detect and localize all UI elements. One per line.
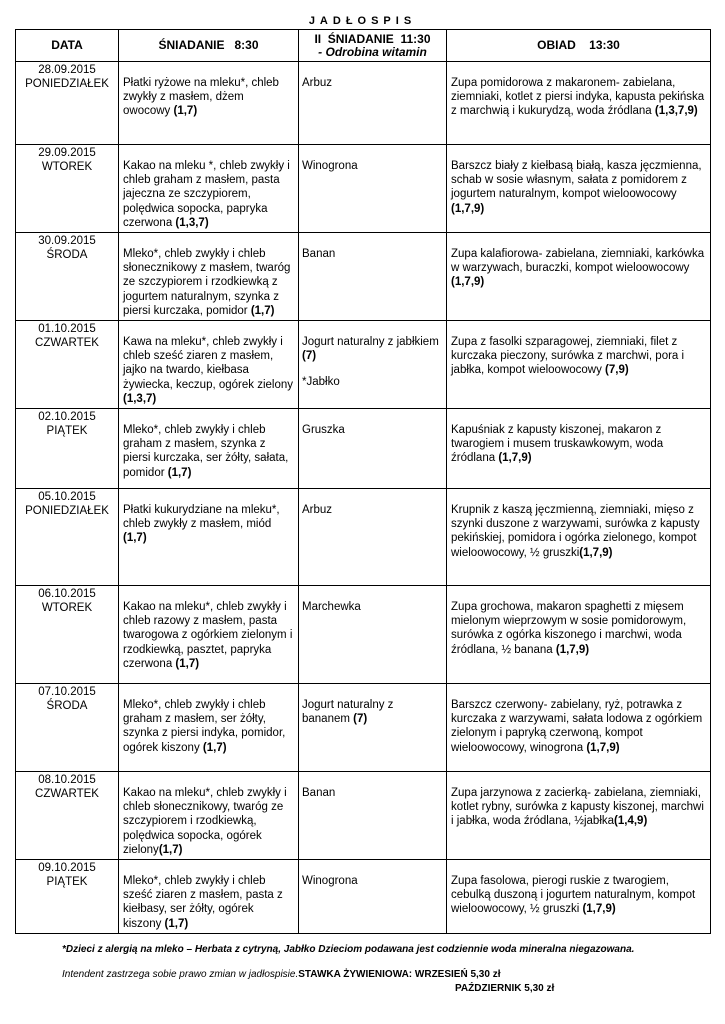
- breakfast-cell: [119, 489, 299, 586]
- snack-text: Arbuz: [302, 504, 333, 517]
- second-breakfast-cell: [299, 145, 447, 233]
- breakfast-allergens: (1,7): [164, 917, 189, 930]
- menu-row: [16, 684, 711, 772]
- breakfast-allergens: (1,7): [250, 304, 275, 317]
- date-cell: [16, 409, 119, 489]
- snack-text: Banan: [302, 787, 336, 800]
- lunch-text: Barszcz biały z kiełbasą białą, kasza jęczmienna, schab w sosie własnym, sałata z pomidorem z jogurtem naturalnym, kompot wieloowocowy: [451, 160, 702, 201]
- breakfast-text: Kakao na mleku*, chleb zwykły i chleb słonecznikowy, twaróg ze szczypiorem i rzodkiewką, polędwica sopocka, ogórek zielony: [123, 787, 287, 856]
- breakfast-text: Kakao na mleku*, chleb zwykły i chleb razowy z masłem, pasta twarogowa z ogórkiem zielonym i rzodkiewką, pasztet, papryka czerwona: [123, 601, 293, 670]
- lunch-cell: [447, 321, 711, 409]
- day-name: PIĄTEK: [46, 876, 88, 889]
- lunch-cell: [447, 489, 711, 586]
- breakfast-text: Mleko*, chleb zwykły i chleb sześć ziaren z masłem, pasta z kiełbasy, ser żółty, ogórek kiszony: [123, 875, 283, 930]
- snack-text: Winogrona: [302, 160, 358, 172]
- date-value: 07.10.2015: [38, 686, 96, 699]
- date-value: 02.10.2015: [38, 411, 96, 424]
- breakfast-allergens: (1,7): [158, 843, 183, 856]
- lunch-cell: [447, 409, 711, 489]
- date-cell: [16, 233, 119, 321]
- lunch-text: Zupa pomidorowa z makaronem- zabielana, ziemniaki, kotlet z piersi indyka, kapusta pekińska z marchwią i kukurydzą, woda źródlana: [451, 77, 705, 118]
- date-cell: [16, 684, 119, 772]
- snack-text: Banan: [302, 248, 336, 261]
- breakfast-text: Kakao na mleku *, chleb zwykły i chleb graham z masłem, pasta jajeczna ze szczypiorem, polędwica sopocka, papryka czerwona: [123, 160, 290, 229]
- lunch-allergens: (1,7,9): [451, 202, 485, 215]
- breakfast-allergens: (1,3,7): [175, 216, 209, 229]
- header-second-breakfast-sub: - Odrobina witamin: [318, 44, 427, 59]
- lunch-text: Zupa fasolowa, pierogi ruskie z twarogiem, cebulką duszoną i jogurtem naturalnym, kompot wieloowocowy, ½ gruszki: [451, 875, 696, 916]
- breakfast-allergens: (1,7): [167, 466, 192, 479]
- snack-text: Marchewka: [302, 601, 361, 614]
- lunch-text: Zupa grochowa, makaron spaghetti z mięsem mielonym wieprzowym w sosie pomidorowym, surówka z ogórka kiszonego i marchwi, woda źródlana, ½ banana: [451, 601, 687, 656]
- day-name: PONIEDZIAŁEK: [25, 505, 109, 518]
- snack-allergens: (7): [302, 350, 317, 363]
- lunch-allergens: (1,7,9): [579, 546, 613, 559]
- second-breakfast-cell: [299, 860, 447, 934]
- date-value: 08.10.2015: [38, 774, 96, 787]
- lunch-text: Zupa jarzynowa z zacierką- zabielana, ziemniaki, kotlet rybny, surówka z kapusty kiszonej, marchwi i jabłka, woda źródlana, ½jabłka: [451, 787, 704, 828]
- header-second-breakfast-label: II ŚNIADANIE 11:30: [314, 31, 431, 46]
- breakfast-text: Mleko*, chleb zwykły i chleb graham z masłem, ser żółty, szynka z piersi indyka, pomidor, ogórek kiszony: [123, 699, 286, 754]
- header-lunch: OBIAD 13:30: [447, 30, 711, 62]
- day-name: WTOREK: [41, 602, 93, 615]
- lunch-allergens: (1,7,9): [451, 276, 485, 289]
- lunch-allergens: (7,9): [605, 364, 629, 377]
- lunch-cell: [447, 145, 711, 233]
- date-value: 28.09.2015: [38, 64, 96, 76]
- breakfast-allergens: (1,7): [175, 657, 200, 670]
- breakfast-cell: [119, 233, 299, 321]
- second-breakfast-cell: [299, 586, 447, 684]
- snack-allergens: (7): [353, 713, 368, 726]
- breakfast-cell: [119, 321, 299, 409]
- day-name: ŚRODA: [46, 249, 88, 262]
- disclaimer-line: [62, 969, 500, 981]
- snack-text: Arbuz: [302, 77, 333, 89]
- date-value: 09.10.2015: [38, 862, 96, 875]
- snack-text: Gruszka: [302, 424, 345, 437]
- menu-row: [16, 62, 711, 145]
- lunch-allergens: (1,4,9): [614, 815, 648, 828]
- menu-row: [16, 409, 711, 489]
- breakfast-cell: [119, 684, 299, 772]
- rate-september: STAWKA ŻYWIENIOWA: WRZESIEŃ 5,30 zł: [298, 969, 501, 980]
- lunch-allergens: (1,7,9): [586, 741, 620, 754]
- disclaimer: Intendent zastrzega sobie prawo zmian w jadłospisie.: [62, 969, 299, 980]
- menu-row: [16, 586, 711, 684]
- menu-row: [16, 489, 711, 586]
- second-breakfast-cell: [299, 321, 447, 409]
- breakfast-cell: [119, 586, 299, 684]
- lunch-cell: [447, 586, 711, 684]
- breakfast-allergens: (1,7): [202, 741, 227, 754]
- allergy-note: *Dzieci z alergią na mleko – Herbata z cytryną, Jabłko Dzieciom podawana jest codziennie woda mineralna niegazowana.: [62, 944, 635, 955]
- menu-table: [15, 29, 711, 934]
- lunch-allergens: (1,7,9): [555, 643, 590, 656]
- date-value: 01.10.2015: [38, 323, 96, 336]
- breakfast-cell: [119, 772, 299, 860]
- date-cell: [16, 62, 119, 145]
- header-second-breakfast: [299, 30, 447, 62]
- lunch-cell: [447, 233, 711, 321]
- date-value: 30.09.2015: [38, 235, 96, 248]
- menu-row: [16, 233, 711, 321]
- breakfast-allergens: (1,7): [173, 105, 198, 118]
- menu-row: [16, 145, 711, 233]
- date-cell: [16, 860, 119, 934]
- snack-text: Jogurt naturalny z bananem: [302, 699, 394, 726]
- lunch-cell: [447, 772, 711, 860]
- menu-row: [16, 321, 711, 409]
- second-breakfast-cell: [299, 684, 447, 772]
- lunch-text: Zupa z fasolki szparagowej, ziemniaki, filet z kurczaka pieczony, surówka z marchwi, pora i jabłka, kompot wieloowocowy: [451, 336, 685, 377]
- header-row: [16, 30, 711, 62]
- breakfast-cell: [119, 860, 299, 934]
- rate-october: PAŹDZIERNIK 5,30 zł: [455, 983, 555, 994]
- breakfast-cell: [119, 409, 299, 489]
- breakfast-allergens: (1,3,7): [123, 392, 157, 405]
- breakfast-text: Kawa na mleku*, chleb zwykły i chleb sześć ziaren z masłem, jajko na twardo, kiełbasa żywiecka, keczup, ogórek zielony: [123, 336, 294, 391]
- breakfast-text: Płatki ryżowe na mleku*, chleb zwykły z masłem, dżem owocowy: [123, 77, 279, 118]
- second-breakfast-cell: [299, 772, 447, 860]
- breakfast-text: Płatki kukurydziane na mleku*, chleb zwykły z masłem, miód: [123, 504, 280, 531]
- lunch-allergens: (1,7,9): [582, 903, 616, 916]
- day-name: CZWARTEK: [35, 788, 99, 801]
- header-date: DATA: [16, 30, 119, 62]
- menu-row: [16, 860, 711, 934]
- breakfast-cell: [119, 62, 299, 145]
- header-breakfast: ŚNIADANIE 8:30: [119, 30, 299, 62]
- lunch-text: Kapuśniak z kapusty kiszonej, makaron z twarogiem i musem truskawkowym, woda źródlana: [451, 424, 664, 465]
- snack-extra: *Jabłko: [302, 376, 340, 389]
- date-value: 06.10.2015: [38, 588, 96, 601]
- second-breakfast-cell: [299, 233, 447, 321]
- date-value: 05.10.2015: [38, 491, 96, 504]
- snack-text: Winogrona: [302, 875, 358, 888]
- page-title: JADŁOSPIS: [308, 15, 417, 27]
- date-cell: [16, 145, 119, 233]
- day-name: WTOREK: [41, 161, 93, 173]
- breakfast-text: Mleko*, chleb zwykły i chleb graham z masłem, szynka z piersi kurczaka, ser żółty, sałata, pomidor: [123, 424, 289, 479]
- lunch-cell: [447, 860, 711, 934]
- day-name: PONIEDZIAŁEK: [25, 78, 109, 90]
- second-breakfast-cell: [299, 62, 447, 145]
- lunch-allergens: (1,3,7,9): [654, 105, 698, 118]
- lunch-text: Krupnik z kaszą jęczmienną, ziemniaki, mięso z szynki duszone z warzywami, surówka z kapusty pekińskiej, pomidora i ogórka zielonego, kompot wieloowocowy, ½ gruszki: [451, 504, 700, 559]
- date-cell: [16, 321, 119, 409]
- date-value: 29.09.2015: [38, 147, 96, 159]
- menu-row: [16, 772, 711, 860]
- breakfast-cell: [119, 145, 299, 233]
- lunch-text: Zupa kalafiorowa- zabielana, ziemniaki, karkówka w warzywach, buraczki, kompot wieloowocowy: [451, 248, 705, 275]
- date-cell: [16, 772, 119, 860]
- day-name: CZWARTEK: [35, 337, 99, 350]
- day-name: PIĄTEK: [46, 425, 88, 438]
- second-breakfast-cell: [299, 409, 447, 489]
- date-cell: [16, 489, 119, 586]
- lunch-cell: [447, 62, 711, 145]
- breakfast-allergens: (1,7): [123, 532, 147, 545]
- snack-text: Jogurt naturalny z jabłkiem: [302, 336, 439, 349]
- lunch-allergens: (1,7,9): [498, 452, 532, 465]
- date-cell: [16, 586, 119, 684]
- day-name: ŚRODA: [46, 700, 88, 713]
- lunch-text: Barszcz czerwony- zabielany, ryż, potrawka z kurczaka z warzywami, sałata lodowa z ogórkiem zielonym i papryką czerwoną, kompot wieloowocowy, winogrona: [451, 699, 703, 754]
- lunch-cell: [447, 684, 711, 772]
- second-breakfast-cell: [299, 489, 447, 586]
- breakfast-text: Mleko*, chleb zwykły i chleb słonecznikowy z masłem, twaróg ze szczypiorem i rzodkiewką z jogurtem naturalnym, szynka z piersi kurczaka, pomidor: [123, 248, 291, 317]
